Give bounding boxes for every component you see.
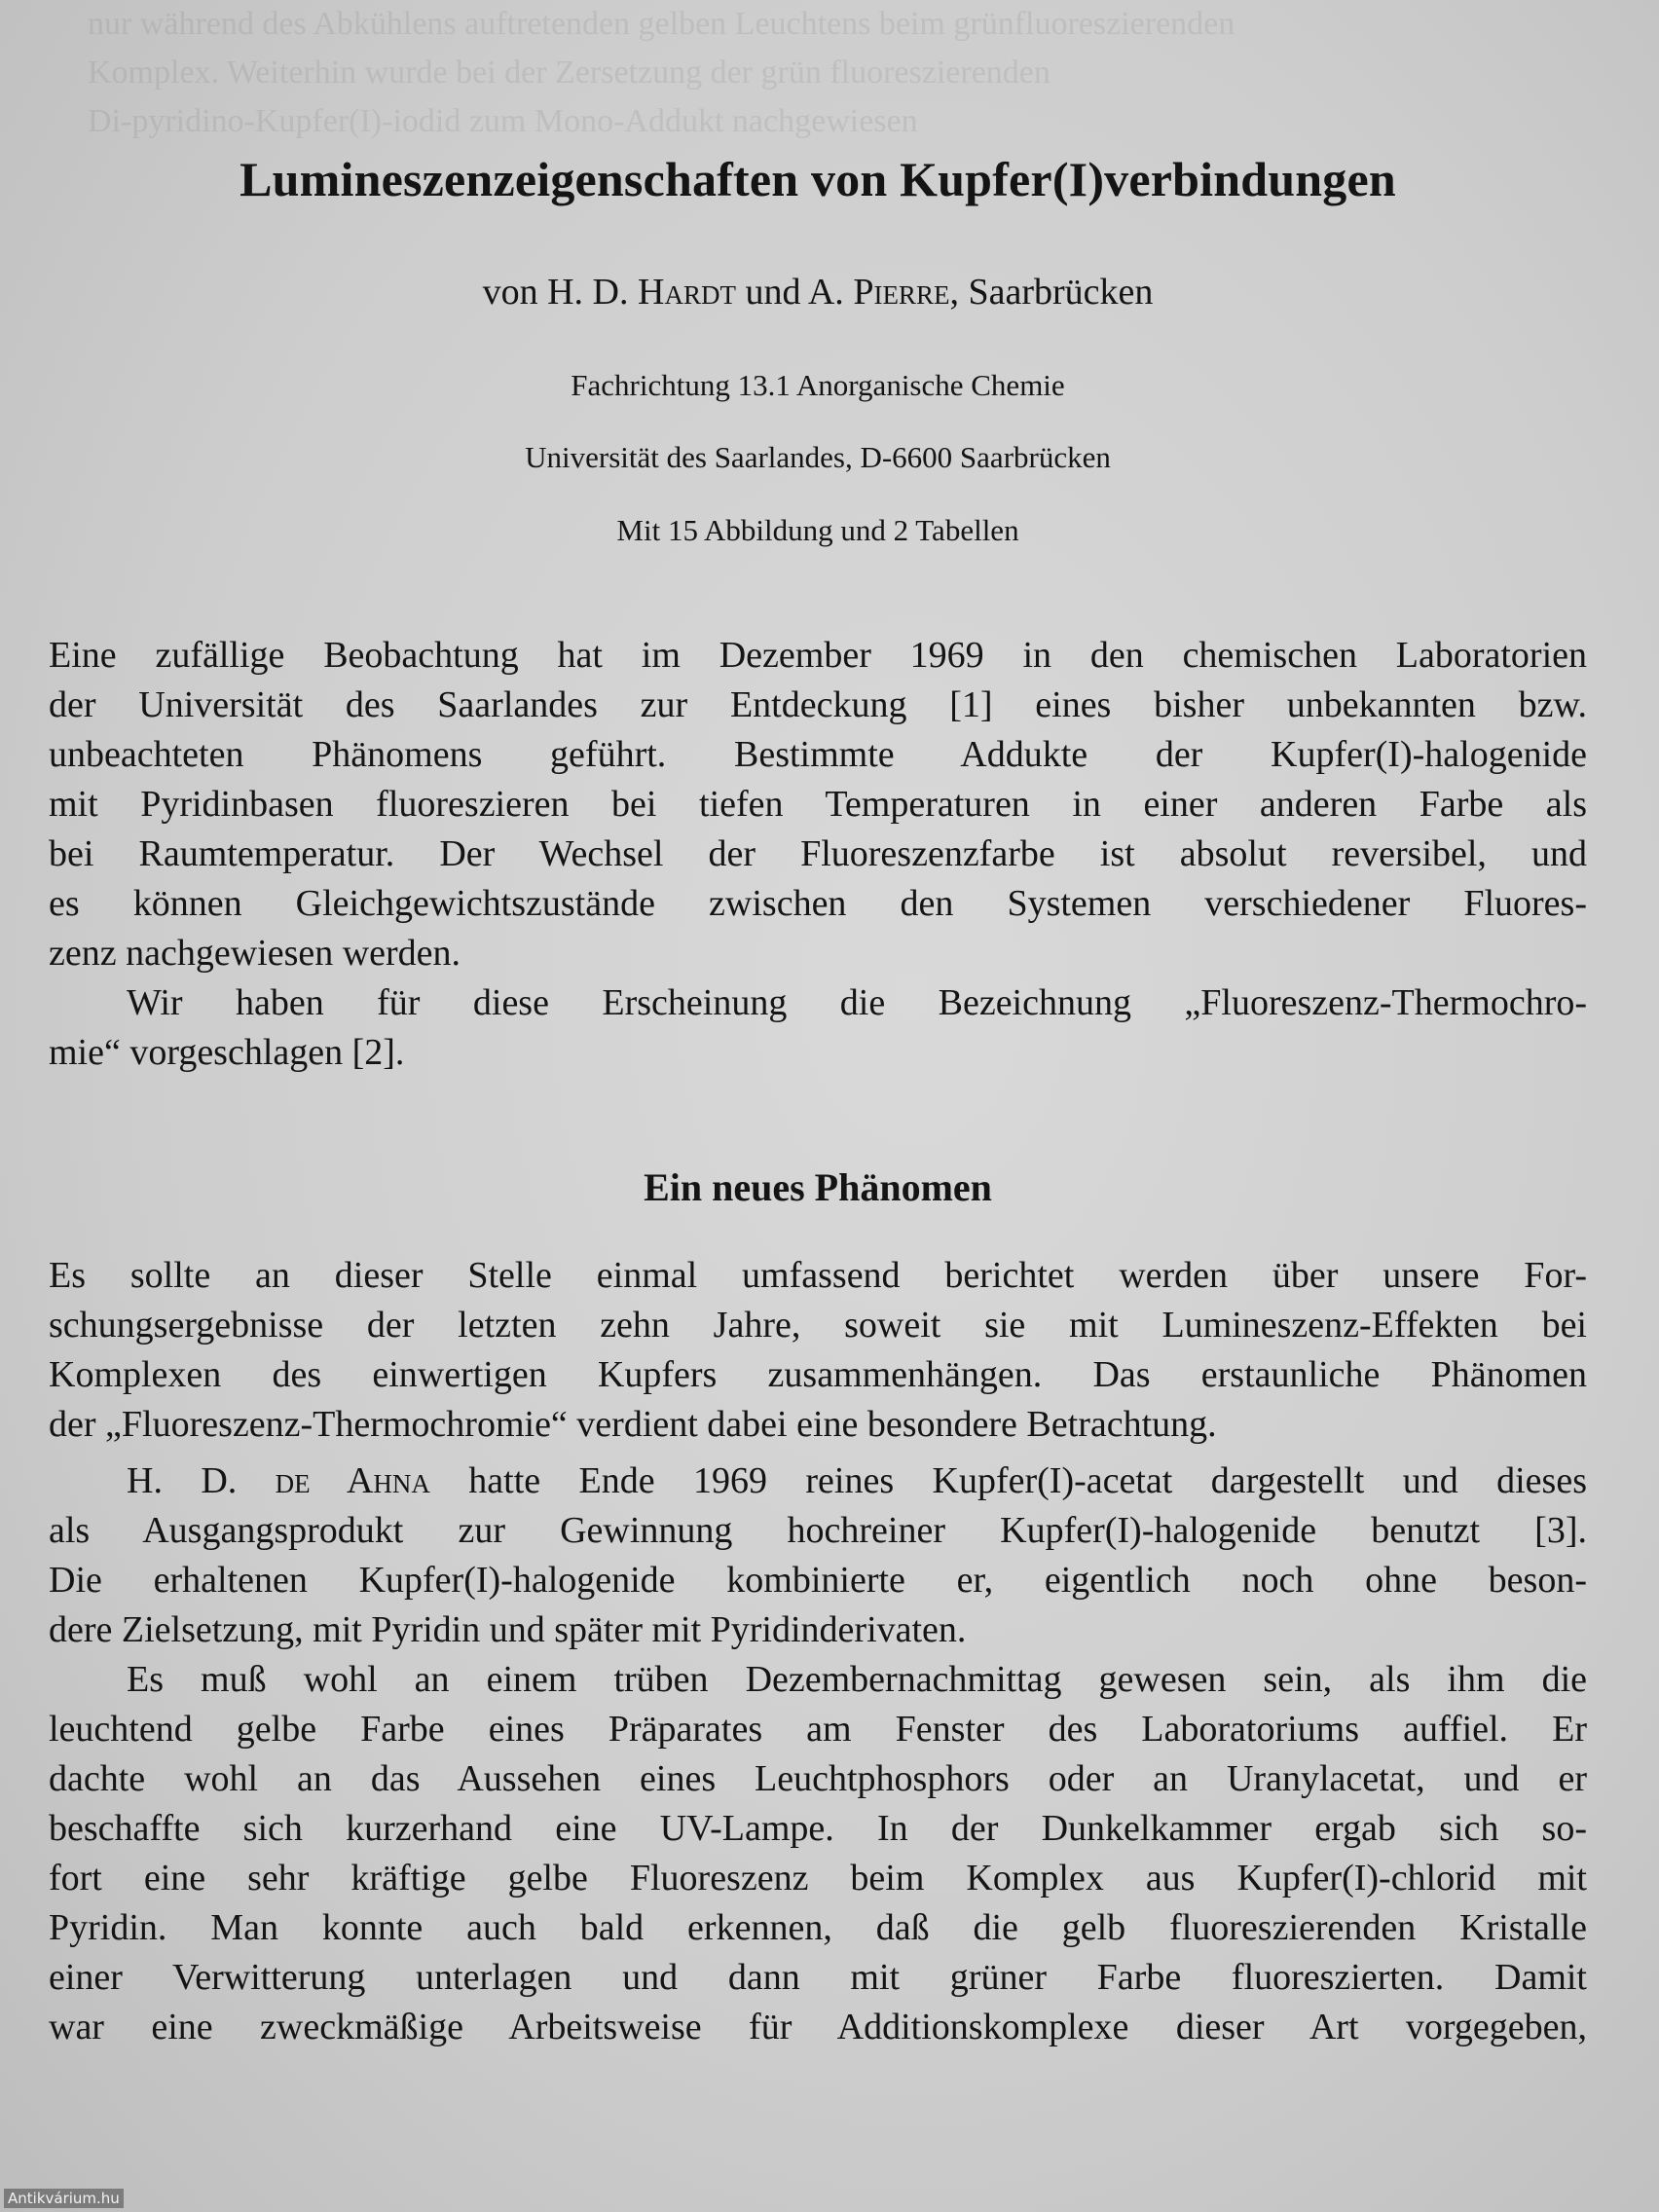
text-line: Pyridin. Man konnte auch bald erkennen, daß die gelb fluoreszierenden Kristalle bbox=[49, 1907, 1587, 1948]
line-prefix: H. D. bbox=[127, 1460, 276, 1501]
authors-mid: und A. bbox=[735, 272, 854, 313]
text-line: mit Pyridinbasen fluoreszieren bei tiefen Temperaturen in einer anderen Farbe als bbox=[49, 784, 1587, 825]
article-title: Lumineszenzeigenschaften von Kupfer(I)verbindungen bbox=[240, 152, 1396, 206]
text-line bbox=[49, 1456, 1587, 1506]
author-line bbox=[49, 271, 1587, 313]
text-line: fort eine sehr kräftige gelbe Fluoreszenz beim Komplex aus Kupfer(I)-chlorid mit bbox=[49, 1858, 1587, 1899]
author1-surname: Hardt bbox=[638, 272, 736, 313]
text-line: Es sollte an dieser Stelle einmal umfassend berichtet werden über unsere For- bbox=[49, 1255, 1587, 1296]
line-rest: hatte Ende 1969 reines Kupfer(I)-acetat dargestellt und dieses bbox=[429, 1460, 1587, 1501]
text-line: bei Raumtemperatur. Der Wechsel der Fluoreszenzfarbe ist absolut reversibel, und bbox=[49, 833, 1587, 874]
text-line: Es muß wohl an einem trüben Dezembernachmittag gewesen sein, als ihm die bbox=[127, 1659, 1587, 1700]
affiliation-department: Fachrichtung 13.1 Anorganische Chemie bbox=[571, 368, 1065, 402]
text-line: mie“ vorgeschlagen [2]. bbox=[49, 1032, 405, 1073]
text-line: der Universität des Saarlandes zur Entdeckung [1] eines bisher unbekannten bzw. bbox=[49, 684, 1587, 725]
text-line: es können Gleichgewichtszustände zwischen den Systemen verschiedener Fluores- bbox=[49, 883, 1587, 924]
text-line: zenz nachgewiesen werden. bbox=[49, 933, 461, 974]
text-line: dere Zielsetzung, mit Pyridin und später mit Pyridinderivaten. bbox=[49, 1609, 967, 1650]
text-line: schungsergebnisse der letzten zehn Jahre, soweit sie mit Lumineszenz-Effekten bei bbox=[49, 1305, 1587, 1346]
text-line: Eine zufällige Beobachtung hat im Dezember 1969 in den chemischen Laboratorien bbox=[49, 635, 1587, 676]
text-line: Wir haben für diese Erscheinung die Bezeichnung „Fluoreszenz-Thermochro- bbox=[127, 982, 1587, 1023]
intro-paragraph-2 bbox=[49, 978, 1587, 1078]
authors-prefix: von H. D. bbox=[482, 272, 638, 313]
authors-suffix: , Saarbrücken bbox=[949, 272, 1154, 313]
watermark: Antikvárium.hu bbox=[4, 2189, 124, 2208]
intro-paragraph-1 bbox=[49, 631, 1587, 978]
text-line: dachte wohl an das Aussehen eines Leuchtphosphors oder an Uranylacetat, und er bbox=[49, 1758, 1587, 1799]
text-line: leuchtend gelbe Farbe eines Präparates am Fenster des Laboratoriums auffiel. Er bbox=[49, 1709, 1587, 1750]
section-heading: Ein neues Phänomen bbox=[644, 1165, 992, 1209]
text-line: der „Fluoreszenz-Thermochromie“ verdient dabei eine besondere Betrachtung. bbox=[49, 1404, 1217, 1445]
section-paragraph-2 bbox=[49, 1456, 1587, 1655]
author2-surname: Pierre bbox=[853, 272, 950, 313]
text-line: unbeachteten Phänomens geführt. Bestimmte Addukte der Kupfer(I)-halogenide bbox=[49, 734, 1587, 775]
text-line: Die erhaltenen Kupfer(I)-halogenide kombinierte er, eigentlich noch ohne beson- bbox=[49, 1560, 1587, 1601]
text-line: war eine zweckmäßige Arbeitsweise für Additionskomplexe dieser Art vorgegeben, bbox=[49, 2007, 1587, 2047]
document-page bbox=[49, 0, 1587, 2212]
affiliation-university: Universität des Saarlandes, D-6600 Saarbrücken bbox=[525, 440, 1111, 474]
text-line: einer Verwitterung unterlagen und dann mit grüner Farbe fluoreszierten. Damit bbox=[49, 1957, 1587, 1998]
bleed-through-text: nur während des Abkühlens auftretenden gelben Leuchtens beim grünfluoreszierenden Komplex. Weiterhin wurde bei der Zersetzung der grün fluoreszierenden Di-pyridino-Kupfer(I)-iodid zum Mono-Addukt nachgewiesen bbox=[88, 6, 1235, 139]
text-line: als Ausgangsprodukt zur Gewinnung hochreiner Kupfer(I)-halogenide benutzt [3]. bbox=[49, 1510, 1587, 1551]
section-paragraph-1 bbox=[49, 1251, 1587, 1450]
person-name: de Ahna bbox=[275, 1460, 430, 1501]
section-paragraph-3 bbox=[49, 1655, 1587, 2052]
text-line: Komplexen des einwertigen Kupfers zusammenhängen. Das erstaunliche Phänomen bbox=[49, 1354, 1587, 1395]
text-line: beschaffte sich kurzerhand eine UV-Lampe. In der Dunkelkammer ergab sich so- bbox=[49, 1808, 1587, 1849]
figures-note: Mit 15 Abbildung und 2 Tabellen bbox=[616, 513, 1019, 547]
